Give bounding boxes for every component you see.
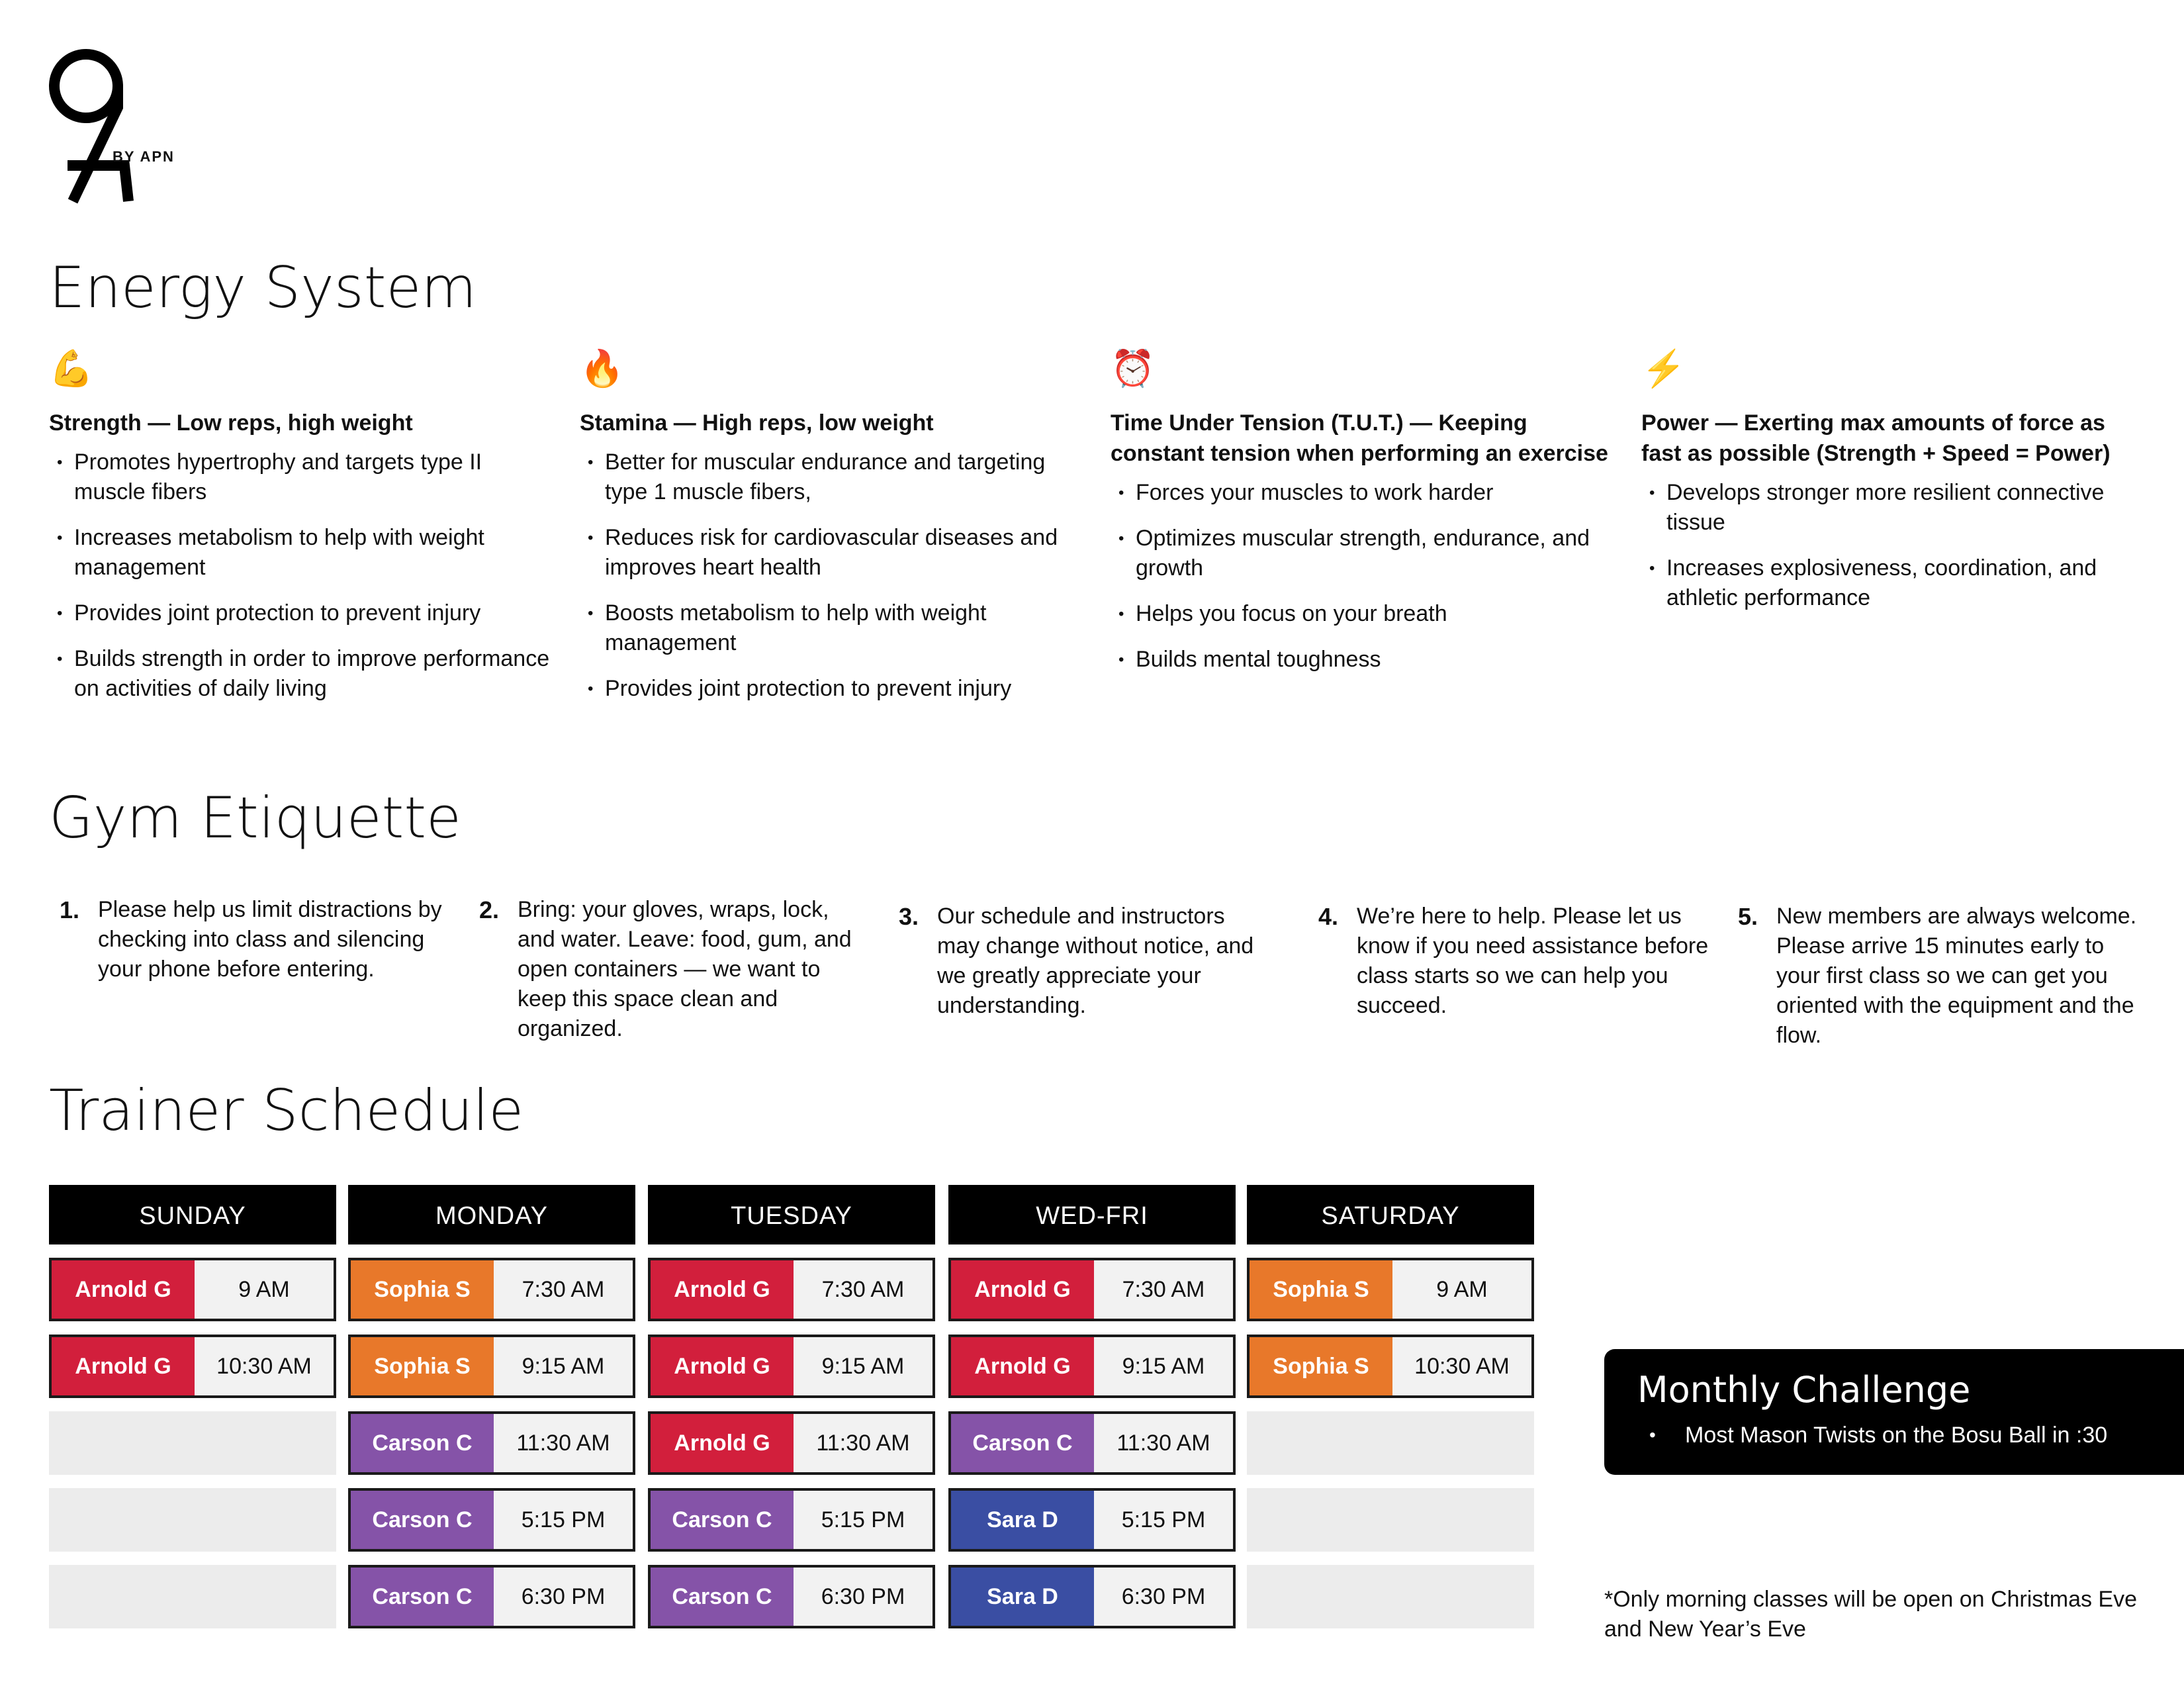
- etiquette-number: 3.: [899, 903, 919, 930]
- trainer-name: Sophia S: [351, 1337, 494, 1395]
- class-time: 11:30 AM: [1094, 1414, 1233, 1472]
- class-slot: [1247, 1258, 1534, 1321]
- day-column-monday: [348, 1185, 635, 1628]
- etiquette-item: [1738, 902, 2143, 1051]
- class-time: 11:30 AM: [494, 1414, 633, 1472]
- etiquette-number: 1.: [60, 896, 80, 923]
- list-item: • Increases metabolism to help with weight management: [49, 523, 552, 583]
- fire-icon: 🔥: [580, 349, 625, 389]
- class-time: 7:30 AM: [494, 1260, 633, 1319]
- list-item: • Builds strength in order to improve performance on activities of daily living: [49, 644, 552, 704]
- energy-heading: Strength — Low reps, high weight: [49, 410, 413, 436]
- trainer-name: Carson C: [351, 1568, 494, 1626]
- class-time: 6:30 PM: [494, 1568, 633, 1626]
- class-slot: [348, 1488, 635, 1552]
- etiquette-text: We’re here to help. Please let us know if you need assistance before class starts so we can help you succeed.: [1357, 904, 1709, 1018]
- empty-slot: [1247, 1488, 1534, 1552]
- day-header: SATURDAY: [1247, 1185, 1534, 1244]
- class-slot: [948, 1411, 1236, 1475]
- brand-logo-text: BY APN: [113, 148, 175, 165]
- class-slot: [348, 1565, 635, 1628]
- etiquette-text: Bring: your gloves, wraps, lock, and water. Leave: food, gum, and open containers — we want to keep this space clean and organized.: [518, 897, 852, 1041]
- day-column-saturday: [1247, 1185, 1534, 1628]
- trainer-name: Sophia S: [1250, 1337, 1392, 1395]
- class-slot: [648, 1258, 935, 1321]
- class-time: 9 AM: [195, 1260, 334, 1319]
- list-item: • Increases explosiveness, coordination, and athletic performance: [1641, 553, 2144, 613]
- etiquette-number: 5.: [1738, 903, 1758, 930]
- class-slot: [1247, 1335, 1534, 1398]
- etiquette-item: [1318, 902, 1709, 1021]
- monthly-challenge-title: Monthly Challenge: [1637, 1369, 1971, 1411]
- class-slot: [348, 1258, 635, 1321]
- day-column-tuesday: [648, 1185, 935, 1628]
- etiquette-item: [899, 902, 1256, 1021]
- trainer-name: Carson C: [651, 1491, 794, 1549]
- class-time: 9 AM: [1392, 1260, 1531, 1319]
- list-item: • Provides joint protection to prevent injury: [580, 674, 1083, 704]
- class-time: 6:30 PM: [1094, 1568, 1233, 1626]
- day-header: WED-FRI: [948, 1185, 1236, 1244]
- trainer-name: Sara D: [951, 1568, 1094, 1626]
- etiquette-text: Please help us limit distractions by checking into class and silencing your phone before entering.: [98, 897, 442, 982]
- trainer-name: Carson C: [351, 1491, 494, 1549]
- class-time: 10:30 AM: [195, 1337, 334, 1395]
- empty-slot: [1247, 1411, 1534, 1475]
- class-slot: [648, 1335, 935, 1398]
- trainer-name: Arnold G: [951, 1337, 1094, 1395]
- list-item: • Reduces risk for cardiovascular diseases and improves heart health: [580, 523, 1083, 583]
- etiquette-number: 4.: [1318, 903, 1339, 930]
- class-time: 10:30 AM: [1392, 1337, 1531, 1395]
- energy-tut: [1111, 346, 1614, 690]
- trainer-name: Arnold G: [52, 1337, 195, 1395]
- class-time: 5:15 PM: [794, 1491, 933, 1549]
- class-slot: [948, 1565, 1236, 1628]
- empty-slot: [49, 1488, 336, 1552]
- day-column-sunday: [49, 1185, 336, 1628]
- energy-heading: Time Under Tension (T.U.T.) — Keeping constant tension when performing an exercise: [1111, 410, 1608, 466]
- day-header: MONDAY: [348, 1185, 635, 1244]
- class-slot: [948, 1488, 1236, 1552]
- class-slot: [948, 1335, 1236, 1398]
- class-time: 5:15 PM: [1094, 1491, 1233, 1549]
- etiquette-number: 2.: [479, 896, 500, 923]
- class-slot: [348, 1411, 635, 1475]
- brand-logo: [48, 48, 206, 207]
- lightning-icon: ⚡: [1641, 349, 1686, 389]
- list-item: • Builds mental toughness: [1111, 645, 1614, 675]
- class-time: 11:30 AM: [794, 1414, 933, 1472]
- trainer-name: Arnold G: [951, 1260, 1094, 1319]
- class-time: 6:30 PM: [794, 1568, 933, 1626]
- day-header: TUESDAY: [648, 1185, 935, 1244]
- class-time: 9:15 AM: [494, 1337, 633, 1395]
- energy-heading: Power — Exerting max amounts of force as fast as possible (Strength + Speed = Power): [1641, 410, 2111, 466]
- trainer-name: Carson C: [651, 1568, 794, 1626]
- day-column-wed-fri: [948, 1185, 1236, 1628]
- class-time: 5:15 PM: [494, 1491, 633, 1549]
- class-slot: [648, 1488, 935, 1552]
- trainer-name: Sophia S: [1250, 1260, 1392, 1319]
- etiquette-text: New members are always welcome. Please arrive 15 minutes early to your first class so we can get you oriented with the equipment and the flow.: [1776, 904, 2137, 1048]
- monthly-challenge-card: [1604, 1349, 2184, 1475]
- list-item: • Promotes hypertrophy and targets type II muscle fibers: [49, 447, 552, 507]
- class-time: 9:15 AM: [1094, 1337, 1233, 1395]
- energy-stamina: [580, 346, 1083, 720]
- class-slot: [49, 1258, 336, 1321]
- empty-slot: [1247, 1565, 1534, 1628]
- class-slot: [948, 1258, 1236, 1321]
- energy-power: [1641, 346, 2144, 629]
- trainer-name: Arnold G: [651, 1337, 794, 1395]
- class-time: 9:15 AM: [794, 1337, 933, 1395]
- trainer-name: Sophia S: [351, 1260, 494, 1319]
- list-item: • Helps you focus on your breath: [1111, 599, 1614, 629]
- trainer-name: Arnold G: [52, 1260, 195, 1319]
- alarm-clock-icon: ⏰: [1111, 349, 1156, 389]
- list-item: • Optimizes muscular strength, endurance, and growth: [1111, 524, 1614, 583]
- energy-system-title: Energy System: [49, 255, 477, 321]
- list-item: • Provides joint protection to prevent injury: [49, 598, 552, 628]
- trainer-name: Arnold G: [651, 1414, 794, 1472]
- trainer-schedule-title: Trainer Schedule: [49, 1078, 524, 1144]
- class-time: 7:30 AM: [1094, 1260, 1233, 1319]
- class-slot: [49, 1335, 336, 1398]
- energy-heading: Stamina — High reps, low weight: [580, 410, 934, 436]
- trainer-name: Carson C: [951, 1414, 1094, 1472]
- trainer-name: Arnold G: [651, 1260, 794, 1319]
- etiquette-text: Our schedule and instructors may change without notice, and we greatly appreciate your understanding.: [937, 904, 1254, 1018]
- gym-etiquette-title: Gym Etiquette: [49, 785, 461, 851]
- class-slot: [348, 1335, 635, 1398]
- schedule-footnote: *Only morning classes will be open on Christmas Eve and New Year’s Eve: [1604, 1587, 2138, 1642]
- class-time: 7:30 AM: [794, 1260, 933, 1319]
- etiquette-item: [479, 895, 870, 1044]
- energy-strength: [49, 346, 552, 720]
- day-header: SUNDAY: [49, 1185, 336, 1244]
- list-item: • Develops stronger more resilient connective tissue: [1641, 478, 2144, 538]
- trainer-name: Sara D: [951, 1491, 1094, 1549]
- trainer-name: Carson C: [351, 1414, 494, 1472]
- flexed-bicep-icon: 💪: [49, 349, 94, 389]
- list-item: • Better for muscular endurance and targeting type 1 muscle fibers,: [580, 447, 1083, 507]
- class-slot: [648, 1411, 935, 1475]
- monthly-challenge-item: • Most Mason Twists on the Bosu Ball in :30: [1637, 1421, 2184, 1450]
- list-item: • Forces your muscles to work harder: [1111, 478, 1614, 508]
- etiquette-item: [60, 895, 450, 984]
- empty-slot: [49, 1565, 336, 1628]
- list-item: • Boosts metabolism to help with weight management: [580, 598, 1083, 658]
- class-slot: [648, 1565, 935, 1628]
- empty-slot: [49, 1411, 336, 1475]
